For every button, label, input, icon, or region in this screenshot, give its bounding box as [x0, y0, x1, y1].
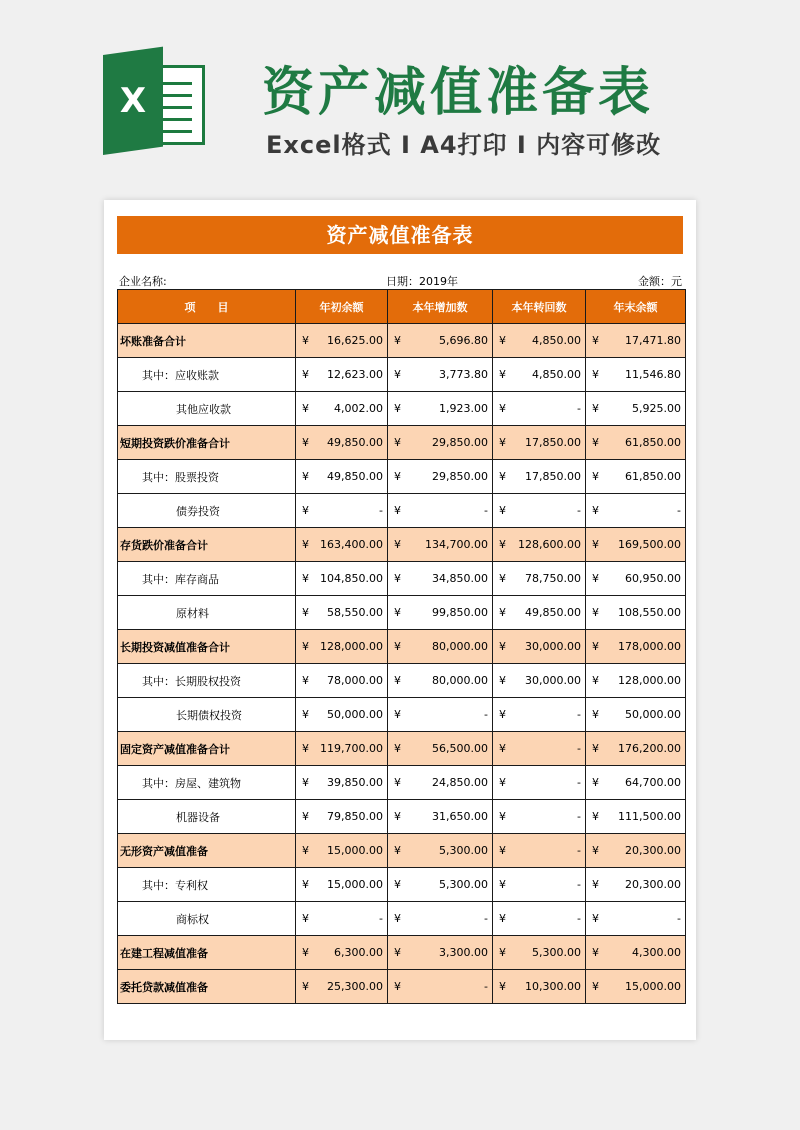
- amount-cell[interactable]: [493, 936, 586, 970]
- currency-symbol: ¥: [499, 844, 506, 857]
- amount-value: 4,300.00: [632, 946, 681, 959]
- amount-cell[interactable]: [493, 732, 586, 766]
- currency-symbol: ¥: [394, 878, 401, 891]
- currency-symbol: ¥: [499, 742, 506, 755]
- reserve-table: [117, 289, 686, 1004]
- amount-cell[interactable]: [388, 562, 493, 596]
- currency-symbol: ¥: [499, 980, 506, 993]
- amount-value: 108,550.00: [618, 606, 681, 619]
- amount-cell[interactable]: [586, 698, 686, 732]
- amount-value: 5,696.80: [439, 334, 488, 347]
- amount-cell[interactable]: [388, 528, 493, 562]
- amount-value: 25,300.00: [327, 980, 383, 993]
- currency-symbol: ¥: [592, 946, 599, 959]
- amount-cell[interactable]: [296, 358, 388, 392]
- amount-cell[interactable]: [388, 902, 493, 936]
- amount-value: 111,500.00: [618, 810, 681, 823]
- currency-symbol: ¥: [499, 912, 506, 925]
- amount-value: -: [577, 776, 581, 789]
- amount-cell[interactable]: [493, 324, 586, 358]
- currency-symbol: ¥: [592, 436, 599, 449]
- amount-cell[interactable]: [493, 766, 586, 800]
- amount-cell[interactable]: [296, 494, 388, 528]
- amount-cell[interactable]: [296, 902, 388, 936]
- amount-value: 5,300.00: [532, 946, 581, 959]
- currency-symbol: ¥: [592, 538, 599, 551]
- currency-symbol: ¥: [499, 334, 506, 347]
- amount-value: 128,600.00: [518, 538, 581, 551]
- header-closing-balance: 年末余额: [586, 290, 686, 324]
- row-label[interactable]: 长期投资减值准备合计: [118, 630, 296, 664]
- amount-cell[interactable]: [493, 698, 586, 732]
- amount-value: 80,000.00: [432, 674, 488, 687]
- currency-symbol: ¥: [394, 402, 401, 415]
- banner: [0, 0, 800, 195]
- sheet-title: 资产减值准备表: [117, 216, 683, 254]
- table-row: [118, 698, 686, 732]
- header-item: 项 目: [118, 290, 296, 324]
- amount-value: 61,850.00: [625, 436, 681, 449]
- amount-value: -: [379, 504, 383, 517]
- currency-symbol: ¥: [302, 640, 309, 653]
- table-row: [118, 834, 686, 868]
- row-label[interactable]: 其中：长期股权投资: [118, 664, 296, 698]
- row-label[interactable]: 固定资产减值准备合计: [118, 732, 296, 766]
- amount-cell[interactable]: [388, 868, 493, 902]
- amount-value: -: [484, 980, 488, 993]
- currency-symbol: ¥: [592, 980, 599, 993]
- amount-cell[interactable]: [586, 970, 686, 1004]
- amount-value: 134,700.00: [425, 538, 488, 551]
- date-label: 日期：2019年: [386, 275, 458, 288]
- row-label[interactable]: 其他应收款: [118, 392, 296, 426]
- currency-symbol: ¥: [592, 368, 599, 381]
- currency-symbol: ¥: [302, 368, 309, 381]
- table-row: [118, 902, 686, 936]
- currency-symbol: ¥: [302, 912, 309, 925]
- table-row: [118, 732, 686, 766]
- amount-cell[interactable]: [388, 766, 493, 800]
- amount-cell[interactable]: [493, 562, 586, 596]
- amount-value: -: [577, 708, 581, 721]
- amount-value: 49,850.00: [525, 606, 581, 619]
- currency-symbol: ¥: [394, 844, 401, 857]
- amount-value: 79,850.00: [327, 810, 383, 823]
- amount-value: 128,000.00: [618, 674, 681, 687]
- amount-value: 15,000.00: [327, 844, 383, 857]
- amount-value: 34,850.00: [432, 572, 488, 585]
- amount-value: 15,000.00: [327, 878, 383, 891]
- amount-value: 29,850.00: [432, 470, 488, 483]
- amount-cell[interactable]: [493, 800, 586, 834]
- amount-cell[interactable]: [388, 698, 493, 732]
- currency-symbol: ¥: [302, 334, 309, 347]
- banner-subtitle: Excel格式 I A4打印 I 内容可修改: [266, 131, 662, 159]
- currency-symbol: ¥: [394, 470, 401, 483]
- amount-value: 29,850.00: [432, 436, 488, 449]
- amount-cell[interactable]: [296, 596, 388, 630]
- banner-title: 资产减值准备表: [262, 63, 655, 123]
- amount-cell[interactable]: [388, 834, 493, 868]
- amount-cell[interactable]: [296, 664, 388, 698]
- currency-symbol: ¥: [302, 402, 309, 415]
- amount-value: -: [577, 402, 581, 415]
- amount-value: 17,471.80: [625, 334, 681, 347]
- amount-cell[interactable]: [296, 766, 388, 800]
- amount-value: 10,300.00: [525, 980, 581, 993]
- amount-cell[interactable]: [493, 596, 586, 630]
- amount-cell[interactable]: [586, 834, 686, 868]
- amount-cell[interactable]: [493, 392, 586, 426]
- amount-value: 50,000.00: [625, 708, 681, 721]
- amount-value: -: [577, 878, 581, 891]
- amount-value: 11,546.80: [625, 368, 681, 381]
- amount-cell[interactable]: [493, 528, 586, 562]
- amount-value: -: [677, 912, 681, 925]
- amount-cell[interactable]: [586, 528, 686, 562]
- amount-value: 176,200.00: [618, 742, 681, 755]
- amount-value: -: [577, 912, 581, 925]
- amount-cell[interactable]: [388, 494, 493, 528]
- amount-cell[interactable]: [586, 392, 686, 426]
- row-label[interactable]: 存货跌价准备合计: [118, 528, 296, 562]
- currency-symbol: ¥: [592, 810, 599, 823]
- excel-logo-letter: X: [119, 80, 147, 121]
- amount-cell[interactable]: [388, 460, 493, 494]
- header-increase: 本年增加数: [388, 290, 493, 324]
- amount-cell[interactable]: [388, 596, 493, 630]
- amount-value: 78,750.00: [525, 572, 581, 585]
- amount-value: 128,000.00: [320, 640, 383, 653]
- amount-cell[interactable]: [296, 868, 388, 902]
- amount-value: 58,550.00: [327, 606, 383, 619]
- amount-unit-label: 金额：元: [638, 275, 682, 288]
- currency-symbol: ¥: [302, 878, 309, 891]
- amount-cell[interactable]: [586, 562, 686, 596]
- amount-cell[interactable]: [296, 800, 388, 834]
- currency-symbol: ¥: [394, 912, 401, 925]
- amount-cell[interactable]: [296, 426, 388, 460]
- row-label[interactable]: 商标权: [118, 902, 296, 936]
- currency-symbol: ¥: [499, 436, 506, 449]
- amount-value: -: [484, 708, 488, 721]
- table-row: [118, 494, 686, 528]
- amount-value: 178,000.00: [618, 640, 681, 653]
- amount-cell[interactable]: [586, 664, 686, 698]
- amount-cell[interactable]: [493, 664, 586, 698]
- amount-value: 17,850.00: [525, 436, 581, 449]
- currency-symbol: ¥: [302, 470, 309, 483]
- amount-value: 99,850.00: [432, 606, 488, 619]
- amount-cell[interactable]: [296, 834, 388, 868]
- currency-symbol: ¥: [499, 504, 506, 517]
- amount-value: 163,400.00: [320, 538, 383, 551]
- amount-cell[interactable]: [296, 460, 388, 494]
- amount-cell[interactable]: [296, 732, 388, 766]
- amount-cell[interactable]: [388, 324, 493, 358]
- table-row: [118, 392, 686, 426]
- currency-symbol: ¥: [592, 606, 599, 619]
- currency-symbol: ¥: [592, 674, 599, 687]
- row-label[interactable]: 其中：专利权: [118, 868, 296, 902]
- currency-symbol: ¥: [302, 436, 309, 449]
- currency-symbol: ¥: [592, 402, 599, 415]
- header-reversal: 本年转回数: [493, 290, 586, 324]
- currency-symbol: ¥: [394, 708, 401, 721]
- row-label[interactable]: 原材料: [118, 596, 296, 630]
- currency-symbol: ¥: [499, 708, 506, 721]
- table-row: [118, 358, 686, 392]
- amount-cell[interactable]: [586, 766, 686, 800]
- amount-value: 5,925.00: [632, 402, 681, 415]
- amount-value: -: [484, 912, 488, 925]
- amount-cell[interactable]: [493, 460, 586, 494]
- amount-cell[interactable]: [586, 324, 686, 358]
- currency-symbol: ¥: [302, 504, 309, 517]
- amount-value: 56,500.00: [432, 742, 488, 755]
- amount-cell[interactable]: [296, 528, 388, 562]
- amount-cell[interactable]: [586, 800, 686, 834]
- amount-value: -: [379, 912, 383, 925]
- row-label[interactable]: 无形资产减值准备: [118, 834, 296, 868]
- currency-symbol: ¥: [592, 878, 599, 891]
- amount-cell[interactable]: [388, 732, 493, 766]
- amount-cell[interactable]: [586, 460, 686, 494]
- amount-cell[interactable]: [296, 630, 388, 664]
- table-header-row: [118, 290, 686, 324]
- amount-value: 1,923.00: [439, 402, 488, 415]
- amount-value: 20,300.00: [625, 878, 681, 891]
- amount-cell[interactable]: [388, 936, 493, 970]
- amount-value: 6,300.00: [334, 946, 383, 959]
- amount-cell[interactable]: [586, 596, 686, 630]
- row-label[interactable]: 其中：库存商品: [118, 562, 296, 596]
- amount-cell[interactable]: [388, 426, 493, 460]
- excel-icon: [103, 55, 208, 155]
- currency-symbol: ¥: [302, 742, 309, 755]
- amount-cell[interactable]: [388, 392, 493, 426]
- amount-value: -: [577, 810, 581, 823]
- amount-value: -: [577, 742, 581, 755]
- currency-symbol: ¥: [394, 606, 401, 619]
- currency-symbol: ¥: [394, 640, 401, 653]
- table-row: [118, 324, 686, 358]
- table-row: [118, 528, 686, 562]
- amount-value: 60,950.00: [625, 572, 681, 585]
- amount-cell[interactable]: [493, 970, 586, 1004]
- amount-cell[interactable]: [493, 630, 586, 664]
- amount-value: 39,850.00: [327, 776, 383, 789]
- amount-value: 49,850.00: [327, 470, 383, 483]
- amount-value: 17,850.00: [525, 470, 581, 483]
- amount-value: 5,300.00: [439, 878, 488, 891]
- amount-value: 31,650.00: [432, 810, 488, 823]
- table-row: [118, 766, 686, 800]
- amount-value: 64,700.00: [625, 776, 681, 789]
- amount-cell[interactable]: [296, 698, 388, 732]
- amount-cell[interactable]: [493, 494, 586, 528]
- currency-symbol: ¥: [499, 810, 506, 823]
- currency-symbol: ¥: [592, 708, 599, 721]
- row-label[interactable]: 委托贷款减值准备: [118, 970, 296, 1004]
- amount-value: 49,850.00: [327, 436, 383, 449]
- amount-cell[interactable]: [586, 426, 686, 460]
- company-name-label: 企业名称:: [119, 275, 167, 288]
- amount-value: 4,850.00: [532, 334, 581, 347]
- currency-symbol: ¥: [499, 946, 506, 959]
- amount-value: 104,850.00: [320, 572, 383, 585]
- row-label[interactable]: 机器设备: [118, 800, 296, 834]
- currency-symbol: ¥: [499, 878, 506, 891]
- amount-value: 50,000.00: [327, 708, 383, 721]
- amount-cell[interactable]: [586, 630, 686, 664]
- row-label[interactable]: 长期债权投资: [118, 698, 296, 732]
- amount-value: 61,850.00: [625, 470, 681, 483]
- currency-symbol: ¥: [592, 844, 599, 857]
- table-row: [118, 460, 686, 494]
- amount-cell[interactable]: [296, 970, 388, 1004]
- currency-symbol: ¥: [394, 946, 401, 959]
- amount-cell[interactable]: [296, 562, 388, 596]
- currency-symbol: ¥: [394, 776, 401, 789]
- table-row: [118, 596, 686, 630]
- currency-symbol: ¥: [394, 674, 401, 687]
- row-label[interactable]: 债券投资: [118, 494, 296, 528]
- currency-symbol: ¥: [394, 334, 401, 347]
- amount-cell[interactable]: [586, 732, 686, 766]
- amount-cell[interactable]: [388, 358, 493, 392]
- amount-value: -: [677, 504, 681, 517]
- currency-symbol: ¥: [302, 606, 309, 619]
- amount-value: 169,500.00: [618, 538, 681, 551]
- amount-cell[interactable]: [586, 868, 686, 902]
- row-label[interactable]: 其中：房屋、建筑物: [118, 766, 296, 800]
- amount-value: 119,700.00: [320, 742, 383, 755]
- currency-symbol: ¥: [499, 402, 506, 415]
- amount-cell[interactable]: [296, 392, 388, 426]
- currency-symbol: ¥: [302, 980, 309, 993]
- amount-cell[interactable]: [586, 936, 686, 970]
- spreadsheet-page: [104, 200, 696, 1040]
- amount-cell[interactable]: [296, 324, 388, 358]
- currency-symbol: ¥: [302, 844, 309, 857]
- currency-symbol: ¥: [499, 640, 506, 653]
- currency-symbol: ¥: [394, 436, 401, 449]
- amount-cell[interactable]: [586, 494, 686, 528]
- currency-symbol: ¥: [592, 640, 599, 653]
- table-row: [118, 800, 686, 834]
- amount-value: 30,000.00: [525, 674, 581, 687]
- currency-symbol: ¥: [499, 776, 506, 789]
- amount-cell[interactable]: [388, 664, 493, 698]
- currency-symbol: ¥: [499, 470, 506, 483]
- header-opening-balance: 年初余额: [296, 290, 388, 324]
- currency-symbol: ¥: [394, 504, 401, 517]
- amount-value: 15,000.00: [625, 980, 681, 993]
- currency-symbol: ¥: [592, 504, 599, 517]
- amount-value: 12,623.00: [327, 368, 383, 381]
- amount-value: 3,300.00: [439, 946, 488, 959]
- row-label[interactable]: 短期投资跌价准备合计: [118, 426, 296, 460]
- currency-symbol: ¥: [302, 708, 309, 721]
- amount-cell[interactable]: [388, 800, 493, 834]
- amount-value: 4,850.00: [532, 368, 581, 381]
- currency-symbol: ¥: [394, 810, 401, 823]
- amount-cell[interactable]: [493, 358, 586, 392]
- amount-value: -: [484, 504, 488, 517]
- table-row: [118, 970, 686, 1004]
- currency-symbol: ¥: [592, 470, 599, 483]
- currency-symbol: ¥: [499, 538, 506, 551]
- currency-symbol: ¥: [302, 776, 309, 789]
- currency-symbol: ¥: [302, 946, 309, 959]
- amount-value: 20,300.00: [625, 844, 681, 857]
- amount-value: 3,773.80: [439, 368, 488, 381]
- currency-symbol: ¥: [394, 980, 401, 993]
- currency-symbol: ¥: [499, 606, 506, 619]
- amount-cell[interactable]: [493, 902, 586, 936]
- currency-symbol: ¥: [394, 538, 401, 551]
- amount-value: 16,625.00: [327, 334, 383, 347]
- amount-value: 30,000.00: [525, 640, 581, 653]
- amount-cell[interactable]: [388, 970, 493, 1004]
- currency-symbol: ¥: [302, 538, 309, 551]
- currency-symbol: ¥: [302, 572, 309, 585]
- currency-symbol: ¥: [592, 776, 599, 789]
- amount-value: 4,002.00: [334, 402, 383, 415]
- amount-value: -: [577, 504, 581, 517]
- currency-symbol: ¥: [592, 742, 599, 755]
- table-row: [118, 426, 686, 460]
- amount-cell[interactable]: [586, 902, 686, 936]
- currency-symbol: ¥: [394, 368, 401, 381]
- currency-symbol: ¥: [499, 674, 506, 687]
- amount-value: 5,300.00: [439, 844, 488, 857]
- currency-symbol: ¥: [302, 674, 309, 687]
- row-label[interactable]: 坏账准备合计: [118, 324, 296, 358]
- amount-value: 78,000.00: [327, 674, 383, 687]
- amount-value: 80,000.00: [432, 640, 488, 653]
- currency-symbol: ¥: [592, 572, 599, 585]
- currency-symbol: ¥: [592, 334, 599, 347]
- amount-cell[interactable]: [493, 868, 586, 902]
- table-row: [118, 868, 686, 902]
- currency-symbol: ¥: [499, 368, 506, 381]
- table-row: [118, 562, 686, 596]
- currency-symbol: ¥: [302, 810, 309, 823]
- row-label[interactable]: 在建工程减值准备: [118, 936, 296, 970]
- currency-symbol: ¥: [394, 572, 401, 585]
- amount-cell[interactable]: [388, 630, 493, 664]
- amount-cell[interactable]: [493, 834, 586, 868]
- amount-value: -: [577, 844, 581, 857]
- amount-cell[interactable]: [493, 426, 586, 460]
- amount-cell[interactable]: [586, 358, 686, 392]
- table-row: [118, 630, 686, 664]
- amount-cell[interactable]: [296, 936, 388, 970]
- table-row: [118, 664, 686, 698]
- row-label[interactable]: 其中：应收账款: [118, 358, 296, 392]
- currency-symbol: ¥: [394, 742, 401, 755]
- currency-symbol: ¥: [592, 912, 599, 925]
- currency-symbol: ¥: [499, 572, 506, 585]
- row-label[interactable]: 其中：股票投资: [118, 460, 296, 494]
- amount-value: 24,850.00: [432, 776, 488, 789]
- table-row: [118, 936, 686, 970]
